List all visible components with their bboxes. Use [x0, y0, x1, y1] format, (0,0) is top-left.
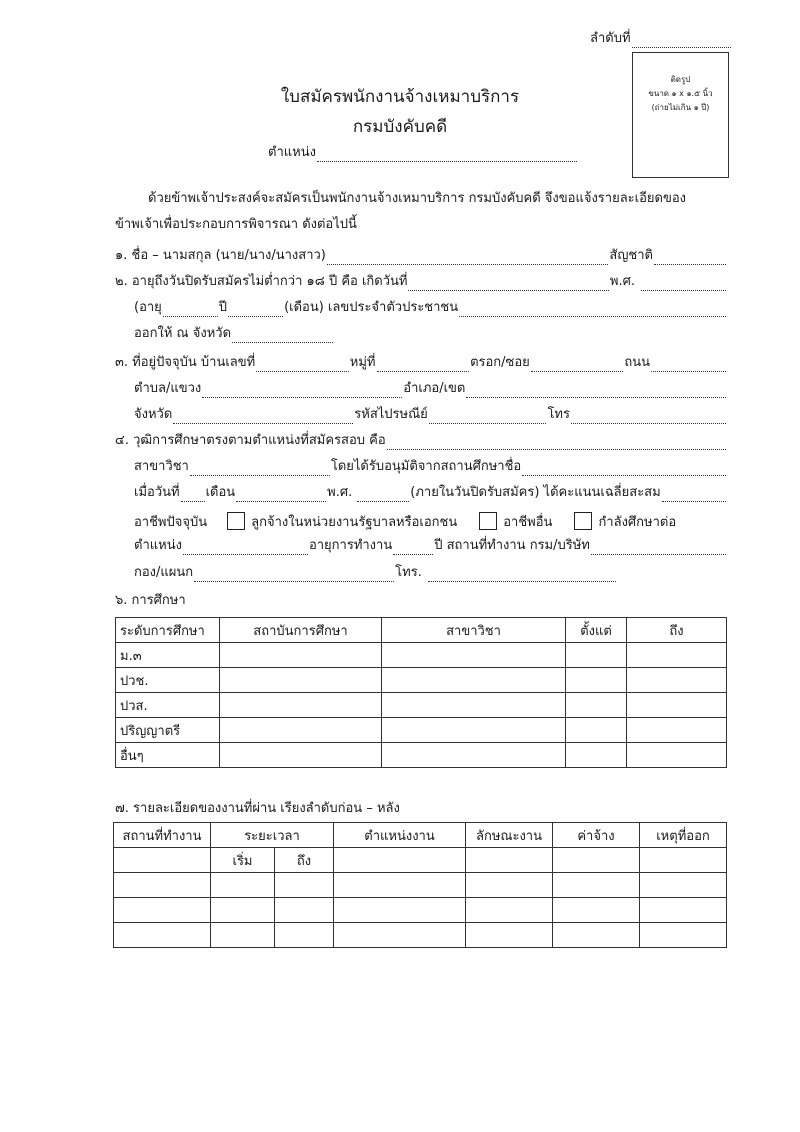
input-cell[interactable]: [220, 668, 382, 693]
employee-option-label: ลูกจ้างในหน่วยงานรัฐบาลหรือเอกชน: [251, 514, 458, 530]
grad-day-label: เมื่อวันที่: [134, 485, 180, 500]
input-cell[interactable]: [334, 873, 466, 898]
s3-line-1: [115, 352, 727, 372]
s2-line-3: [134, 323, 334, 343]
input-cell[interactable]: [466, 873, 553, 898]
input-cell[interactable]: [466, 898, 553, 923]
age-months-field[interactable]: [228, 302, 283, 317]
input-cell[interactable]: [627, 668, 727, 693]
age-years-field[interactable]: [163, 302, 218, 317]
road-field[interactable]: [651, 357, 726, 372]
level-cell: ปวช.: [116, 668, 220, 693]
work-tel-field[interactable]: [428, 567, 616, 582]
input-cell[interactable]: [334, 923, 466, 948]
level-cell: อื่นๆ: [116, 743, 220, 768]
photo-size: ขนาด ๑ x ๑.๕ นิ้ว: [648, 89, 713, 98]
input-cell[interactable]: [627, 643, 727, 668]
birthdate-field[interactable]: [408, 276, 608, 291]
amphoe-label: อำเภอ/เขต: [403, 381, 466, 396]
input-cell[interactable]: [640, 898, 727, 923]
order-no-label: ลำดับที่: [590, 31, 631, 46]
education-table: [115, 617, 727, 768]
age-label: (อายุ: [134, 300, 162, 315]
s3-line-3: [134, 404, 727, 424]
s4-line-6: [134, 562, 617, 582]
s2-line-1: [115, 271, 727, 291]
soi-field[interactable]: [531, 357, 624, 372]
input-cell[interactable]: [220, 643, 382, 668]
province-label: จังหวัด: [134, 407, 173, 422]
input-cell[interactable]: [382, 643, 566, 668]
amphoe-field[interactable]: [466, 383, 726, 398]
current-position-field[interactable]: [183, 540, 308, 555]
input-cell[interactable]: [220, 718, 382, 743]
table-header-row: [114, 823, 727, 848]
postal-label: รหัสไปรษณีย์: [354, 407, 428, 422]
id-number-label: (เดือน) เลขประจำตัวประชาชน: [284, 300, 459, 315]
input-cell[interactable]: [566, 743, 627, 768]
birth-year-label: พ.ศ.: [609, 274, 635, 289]
col-job-type: ลักษณะงาน: [466, 823, 553, 848]
qualification-field[interactable]: [387, 435, 726, 450]
postal-field[interactable]: [429, 409, 547, 424]
input-cell[interactable]: [334, 898, 466, 923]
major-field[interactable]: [190, 461, 330, 476]
level-cell: ปริญญาตรี: [116, 718, 220, 743]
years-label: ปี: [218, 300, 228, 315]
input-cell[interactable]: [553, 898, 640, 923]
col-end: ถึง: [275, 848, 334, 873]
col-wage: ค่าจ้าง: [553, 823, 640, 848]
input-cell[interactable]: [382, 718, 566, 743]
work-history-table: [113, 822, 727, 948]
gpa-field[interactable]: [662, 487, 726, 502]
other-occupation-checkbox[interactable]: [479, 512, 497, 530]
table-subheader-row: [114, 848, 727, 873]
table-row: [116, 643, 727, 668]
col-institution: สถาบันการศึกษา: [220, 618, 382, 643]
input-cell[interactable]: [640, 923, 727, 948]
input-cell[interactable]: [640, 848, 727, 873]
grad-year-label: พ.ศ.: [327, 485, 353, 500]
input-cell[interactable]: [275, 873, 334, 898]
institution-label: โดยได้รับอนุมัติจากสถานศึกษาชื่อ: [330, 459, 522, 474]
col-position: ตำแหน่งงาน: [334, 823, 466, 848]
s4-line-1: [115, 430, 727, 450]
tambon-field[interactable]: [202, 383, 402, 398]
input-cell[interactable]: [627, 718, 727, 743]
intro-line-2: ข้าพเจ้าเพื่อประกอบการพิจารณา ดังต่อไปนี้: [115, 217, 357, 232]
birth-year-field[interactable]: [641, 276, 726, 291]
tenure-field[interactable]: [393, 540, 433, 555]
tambon-label: ตำบล/แขวง: [134, 381, 202, 396]
input-cell[interactable]: [211, 898, 275, 923]
s3-line-2: [134, 378, 727, 398]
issued-province-label: ออกให้ ณ จังหวัด: [134, 326, 232, 341]
grad-month-label: เดือน: [205, 485, 236, 500]
col-to: ถึง: [627, 618, 727, 643]
s4-line-5: [134, 535, 727, 555]
col-level: ระดับการศึกษา: [116, 618, 220, 643]
s4-occupation-line: [134, 510, 727, 532]
position-label: ตำแหน่ง: [268, 145, 316, 160]
major-label: สาขาวิชา: [134, 459, 189, 474]
qualification-label: ๔. วุฒิการศึกษาตรงตามตำแหน่งที่สมัครสอบ คือ: [115, 433, 386, 448]
grad-day-field[interactable]: [181, 487, 205, 502]
nationality-field[interactable]: [654, 250, 726, 265]
employee-checkbox[interactable]: [227, 512, 245, 530]
position-field[interactable]: [317, 147, 577, 162]
tel-label: โทร: [547, 407, 570, 422]
input-cell[interactable]: [566, 668, 627, 693]
position-line: [268, 142, 578, 162]
col-workplace: สถานที่ทำงาน: [114, 823, 211, 848]
input-cell[interactable]: [627, 693, 727, 718]
level-cell: ม.๓: [116, 643, 220, 668]
s4-line-2: [134, 456, 727, 476]
input-cell[interactable]: [553, 873, 640, 898]
col-major: สาขาวิชา: [382, 618, 566, 643]
input-cell[interactable]: [275, 898, 334, 923]
issued-province-field[interactable]: [232, 328, 333, 343]
tenure-label: อายุการทำงาน: [308, 538, 393, 553]
col-period: ระยะเวลา: [211, 823, 334, 848]
gpa-label: (ภายในวันปิดรับสมัคร) ได้คะแนนเฉลี่ยสะสม: [410, 485, 661, 500]
input-cell[interactable]: [627, 743, 727, 768]
moo-field[interactable]: [377, 357, 470, 372]
workplace-field[interactable]: [591, 540, 726, 555]
input-cell[interactable]: [382, 693, 566, 718]
input-cell[interactable]: [114, 848, 211, 873]
studying-label: กำลังศึกษาต่อ: [598, 514, 677, 530]
level-cell: ปวส.: [116, 693, 220, 718]
table-row: [116, 693, 727, 718]
current-position-label: ตำแหน่ง: [134, 538, 182, 553]
s2-line-2: [134, 297, 727, 317]
table-row: [116, 668, 727, 693]
other-occupation-label: อาชีพอื่น: [503, 514, 553, 530]
input-cell[interactable]: [334, 848, 466, 873]
table-row: [114, 873, 727, 898]
input-cell[interactable]: [466, 848, 553, 873]
input-cell[interactable]: [566, 693, 627, 718]
name-field[interactable]: [327, 250, 609, 265]
col-start: เริ่ม: [211, 848, 275, 873]
table-header-row: [116, 618, 727, 643]
table-row: [114, 898, 727, 923]
input-cell[interactable]: [211, 873, 275, 898]
soi-label: ตรอก/ซอย: [470, 355, 530, 370]
input-cell[interactable]: [566, 718, 627, 743]
name-label: ๑. ชื่อ – นามสกุล (นาย/นาง/นางสาว): [115, 248, 326, 263]
grad-month-field[interactable]: [236, 487, 326, 502]
input-cell[interactable]: [114, 923, 211, 948]
road-label: ถนน: [624, 355, 651, 370]
table-row: [116, 718, 727, 743]
work-tel-label: โทร.: [395, 565, 422, 580]
input-cell[interactable]: [220, 693, 382, 718]
table-row: [116, 743, 727, 768]
moo-label: หมู่ที่: [349, 355, 376, 370]
input-cell[interactable]: [553, 923, 640, 948]
form-title: ใบสมัครพนักงานจ้างเหมาบริการ: [280, 87, 520, 107]
table-row: [114, 923, 727, 948]
input-cell[interactable]: [114, 873, 211, 898]
input-cell[interactable]: [382, 668, 566, 693]
birthdate-label: ๒. อายุถึงวันปิดรับสมัครไม่ต่ำกว่า ๑๘ ปี คือ เกิดวันที่: [115, 274, 408, 289]
nationality-label: สัญชาติ: [609, 248, 653, 263]
workplace-label: ปี สถานที่ทำงาน กรม/บริษัท: [434, 538, 590, 553]
form-subtitle: กรมบังคับคดี: [352, 117, 448, 137]
col-reason: เหตุที่ออก: [640, 823, 727, 848]
institution-field[interactable]: [522, 461, 726, 476]
education-heading: ๖. การศึกษา: [115, 593, 186, 608]
order-no-field[interactable]: [632, 33, 731, 48]
input-cell[interactable]: [640, 873, 727, 898]
tel-field[interactable]: [571, 409, 726, 424]
grad-year-field[interactable]: [357, 487, 409, 502]
photo-label: ติดรูป: [670, 75, 691, 84]
s1-line: [115, 245, 727, 265]
house-no-field[interactable]: [256, 357, 349, 372]
input-cell[interactable]: [566, 643, 627, 668]
order-no-line: [590, 28, 732, 48]
input-cell[interactable]: [466, 923, 553, 948]
intro-line-1: ด้วยข้าพเจ้าประสงค์จะสมัครเป็นพนักงานจ้างเหมาบริการ กรมบังคับคดี จึงขอแจ้งรายละเอียดของ: [148, 191, 687, 206]
s4-line-3: [134, 482, 727, 502]
occupation-label: อาชีพปัจจุบัน: [134, 514, 208, 530]
col-from: ตั้งแต่: [566, 618, 627, 643]
input-cell[interactable]: [220, 743, 382, 768]
division-field[interactable]: [194, 567, 394, 582]
input-cell[interactable]: [382, 743, 566, 768]
division-label: กอง/แผนก: [134, 565, 194, 580]
work-history-heading: ๗. รายละเอียดของงานที่ผ่าน เรียงลำดับก่อน – หลัง: [115, 801, 400, 816]
input-cell[interactable]: [211, 923, 275, 948]
studying-checkbox[interactable]: [574, 512, 592, 530]
input-cell[interactable]: [275, 923, 334, 948]
house-no-label: ๓. ที่อยู่ปัจจุบัน บ้านเลขที่: [115, 355, 256, 370]
province-field[interactable]: [173, 409, 353, 424]
id-number-field[interactable]: [459, 302, 726, 317]
input-cell[interactable]: [553, 848, 640, 873]
photo-note: (ถ่ายไม่เกิน ๑ ปี): [651, 103, 710, 112]
input-cell[interactable]: [114, 898, 211, 923]
